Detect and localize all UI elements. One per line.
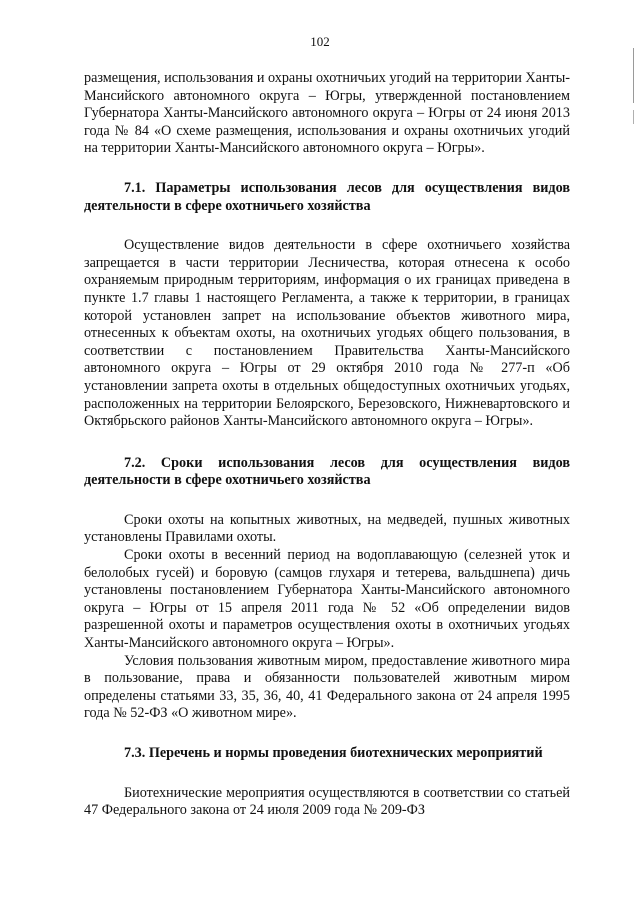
paragraph-hunting-restriction: Осуществление видов деятельности в сфере охотничьего хозяйства запрещается в части территории Лесничества, которая отнесена к особо охраняемым природным территориям, информация о их границах приведена в пункте 1.7 главы 1 настоящего Регламента, а также к территории, в границах которой установлен запрет на использование объектов животного мира, отнесенных к объектам охоты, на охотничьих угодьях общего пользования, в соответствии с постановлением Правительства Ханты-Мансийского автономного округа – Югры от 29 октября 2010 года № 277-п «Об установлении запрета охоты в отдельных общедоступных охотничьих угодьях, расположенных на территории Белоярского, Березовского, Нижневартовского и Октябрьского районов Ханты-Мансийского автономного округа – Югры».	[84, 237, 570, 430]
page-number: 102	[310, 34, 330, 49]
continuation-paragraph: размещения, использования и охраны охотничьих угодий на территории Ханты-Мансийского автономного округа – Югры, утвержденной постановлением Губернатора Ханты-Мансийского автономного округа – Югры от 24 июня 2013 года № 84 «О схеме размещения, использования и охраны охотничьих угодий на территории Ханты-Мансийского автономного округа – Югры».	[84, 70, 570, 157]
paragraph-wildlife-use-conditions: Условия пользования животным миром, предоставление животного мира в пользование, права и обязанности пользователей животным миром определены статьями 33, 35, 36, 40, 41 Федерального закона от 24 апреля 1995 года № 52-ФЗ «О животном мире».	[84, 652, 570, 722]
scan-edge-mark	[633, 48, 634, 103]
paragraph-spring-hunting: Сроки охоты в весенний период на водоплавающую (селезней уток и белолобых гусей) и боровую (самцов глухаря и тетерева, вальдшнепа) дичь установлены постановлением Губернатора Ханты-Мансийского автономного округа – Югры от 15 апреля 2011 года № 52 «Об определении видов разрешенной охоты и параметров осуществления охоты в охотничьих угодьях Ханты-Мансийского автономного округа – Югры».	[84, 547, 570, 652]
paragraph-hunting-seasons: Сроки охоты на копытных животных, на медведей, пушных животных установлены Правилами охоты.	[84, 511, 570, 546]
scan-edge-mark-lower	[633, 110, 634, 124]
document-body	[84, 70, 570, 820]
section-heading-7-2: 7.2. Сроки использования лесов для осуществления видов деятельности в сфере охотничьего хозяйства	[84, 454, 570, 489]
section-heading-7-1: 7.1. Параметры использования лесов для осуществления видов деятельности в сфере охотничьего хозяйства	[84, 179, 570, 214]
paragraph-biotech-measures: Биотехнические мероприятия осуществляются в соответствии со статьей 47 Федерального закона от 24 июля 2009 года № 209-ФЗ	[84, 784, 570, 819]
section-heading-7-3: 7.3. Перечень и нормы проведения биотехнических мероприятий	[124, 745, 543, 761]
